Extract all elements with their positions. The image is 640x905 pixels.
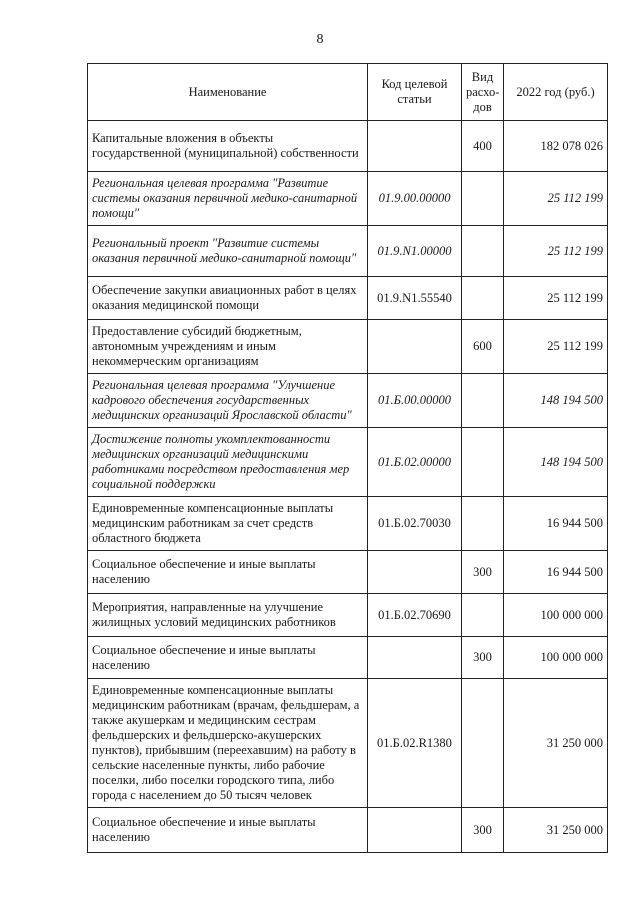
row-code-cell: 01.Б.02.R1380 [368, 679, 462, 808]
row-amount-cell: 25 112 199 [504, 320, 608, 374]
table-row [88, 320, 608, 374]
table-row [88, 374, 608, 428]
row-type-cell [462, 428, 504, 497]
row-type-cell: 400 [462, 121, 504, 172]
row-code-cell: 01.Б.02.70030 [368, 497, 462, 551]
row-code-cell: 01.9.N1.55540 [368, 277, 462, 320]
table-row [88, 172, 608, 226]
header-type: Вид расхо-дов [462, 64, 504, 121]
row-amount-cell: 31 250 000 [504, 808, 608, 853]
row-name-cell: Социальное обеспечение и иные выплаты населению [88, 808, 368, 853]
row-type-cell: 300 [462, 551, 504, 594]
header-amount: 2022 год (руб.) [504, 64, 608, 121]
row-amount-cell: 148 194 500 [504, 374, 608, 428]
table-header-row [88, 64, 608, 121]
table-row [88, 121, 608, 172]
row-type-cell [462, 679, 504, 808]
row-name-cell: Социальное обеспечение и иные выплаты населению [88, 637, 368, 679]
row-amount-cell: 100 000 000 [504, 594, 608, 637]
budget-table [87, 63, 608, 853]
row-amount-cell: 148 194 500 [504, 428, 608, 497]
row-type-cell [462, 374, 504, 428]
table-body [88, 121, 608, 853]
row-type-cell: 300 [462, 637, 504, 679]
row-amount-cell: 25 112 199 [504, 226, 608, 277]
row-name-cell: Единовременные компенсационные выплаты медицинским работникам (врачам, фельдшерам, а также акушеркам и медицинским сестрам фельдшерских и фельдшерско-акушерских пунктов), прибывшим (переехавшим) на работу в сельские населенные пункты, либо рабочие поселки, либо поселки городского типа, либо города с населением до 50 тысяч человек [88, 679, 368, 808]
row-amount-cell: 25 112 199 [504, 277, 608, 320]
table-row [88, 226, 608, 277]
row-code-cell: 01.Б.00.00000 [368, 374, 462, 428]
row-amount-cell: 182 078 026 [504, 121, 608, 172]
row-name-cell: Социальное обеспечение и иные выплаты населению [88, 551, 368, 594]
row-name-cell: Обеспечение закупки авиационных работ в целях оказания медицинской помощи [88, 277, 368, 320]
row-type-cell [462, 277, 504, 320]
row-type-cell: 300 [462, 808, 504, 853]
row-code-cell [368, 121, 462, 172]
row-name-cell: Мероприятия, направленные на улучшение жилищных условий медицинских работников [88, 594, 368, 637]
row-code-cell [368, 808, 462, 853]
row-code-cell [368, 320, 462, 374]
header-name: Наименование [88, 64, 368, 121]
row-amount-cell: 25 112 199 [504, 172, 608, 226]
row-amount-cell: 16 944 500 [504, 551, 608, 594]
row-code-cell [368, 551, 462, 594]
table-row [88, 277, 608, 320]
row-amount-cell: 16 944 500 [504, 497, 608, 551]
row-name-cell: Единовременные компенсационные выплаты медицинским работникам за счет средств областного бюджета [88, 497, 368, 551]
row-name-cell: Достижение полноты укомплектованности медицинских организаций медицинскими работниками посредством предоставления мер социальной поддержки [88, 428, 368, 497]
header-code: Код целевой статьи [368, 64, 462, 121]
table-row [88, 679, 608, 808]
row-code-cell [368, 637, 462, 679]
row-amount-cell: 100 000 000 [504, 637, 608, 679]
row-code-cell: 01.9.00.00000 [368, 172, 462, 226]
row-code-cell: 01.Б.02.70690 [368, 594, 462, 637]
row-type-cell [462, 594, 504, 637]
row-name-cell: Региональная целевая программа "Улучшение кадрового обеспечения государственных медицинских организаций Ярославской области" [88, 374, 368, 428]
table-row [88, 551, 608, 594]
row-name-cell: Региональная целевая программа "Развитие системы оказания первичной медико-санитарной помощи" [88, 172, 368, 226]
table-row [88, 637, 608, 679]
row-name-cell: Капитальные вложения в объекты государственной (муниципальной) собственности [88, 121, 368, 172]
table-row [88, 594, 608, 637]
row-type-cell: 600 [462, 320, 504, 374]
row-code-cell: 01.9.N1.00000 [368, 226, 462, 277]
row-code-cell: 01.Б.02.00000 [368, 428, 462, 497]
row-name-cell: Региональный проект "Развитие системы оказания первичной медико-санитарной помощи" [88, 226, 368, 277]
row-name-cell: Предоставление субсидий бюджетным, автономным учреждениям и иным некоммерческим организациям [88, 320, 368, 374]
row-type-cell [462, 172, 504, 226]
table-row [88, 428, 608, 497]
table-row [88, 497, 608, 551]
row-type-cell [462, 497, 504, 551]
table-row [88, 808, 608, 853]
row-type-cell [462, 226, 504, 277]
row-amount-cell: 31 250 000 [504, 679, 608, 808]
page-number: 8 [316, 32, 324, 47]
